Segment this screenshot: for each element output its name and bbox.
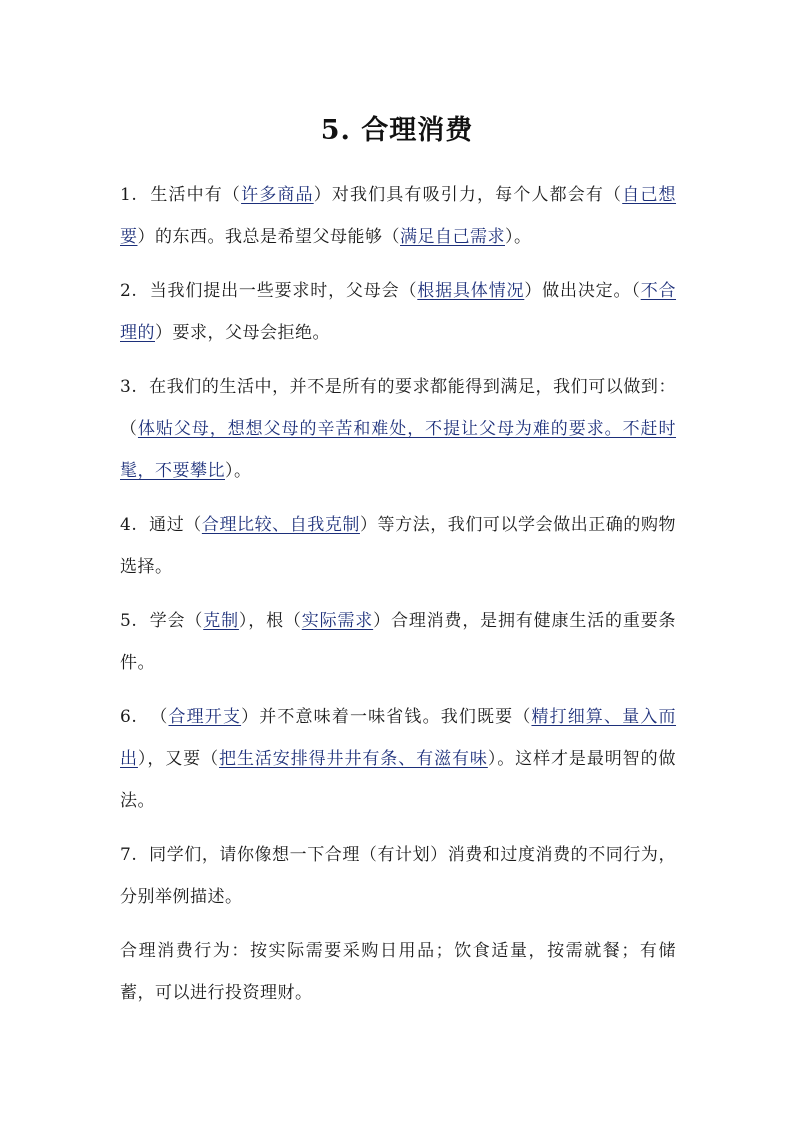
answer-blank: 不合理的 xyxy=(120,281,677,343)
answer-paragraph xyxy=(120,930,676,1014)
question-text: ）的东西。我总是希望父母能够（ xyxy=(137,227,400,247)
page-title: 5. 合理消费 xyxy=(320,115,474,146)
question-number: 2. xyxy=(120,281,138,301)
question-number: 1. xyxy=(120,185,138,205)
answer-blank: 把生活安排得井井有条、有滋有味 xyxy=(219,749,488,769)
question-item xyxy=(120,696,676,822)
question-item xyxy=(120,504,676,588)
question-text: ），又要（ xyxy=(137,749,220,769)
question-text: ）。 xyxy=(505,227,532,247)
question-item xyxy=(120,270,676,354)
question-text: ）对我们具有吸引力，每个人都会有（ xyxy=(313,185,623,205)
question-number: 4. xyxy=(120,515,138,535)
answer-blank: 合理比较、自我克制 xyxy=(201,515,360,535)
question-text: ）等方法，我们可以学会做出正确的购物选择。 xyxy=(120,515,677,577)
question-item xyxy=(120,834,676,918)
question-number: 3. xyxy=(120,377,138,397)
question-text: ）合理消费，是拥有健康生活的重要条件。 xyxy=(120,611,677,673)
answer-blank: 根据具体情况 xyxy=(417,281,525,301)
question-text: 在我们的生活中，并不是所有的要求都能得到满足，我们可以做到：（ xyxy=(120,377,676,439)
answer-blank: 精打细算、量入而出 xyxy=(120,707,677,769)
answer-blank: 克制 xyxy=(203,611,239,631)
question-item xyxy=(120,174,676,258)
answer-blank: 许多商品 xyxy=(241,185,314,205)
question-text: 通过（ xyxy=(149,515,202,535)
question-text: 学会（ xyxy=(149,611,204,631)
answer-blank: 满足自己需求 xyxy=(400,227,505,247)
question-text: （ xyxy=(150,707,169,727)
question-list xyxy=(120,174,676,1026)
question-text: 当我们提出一些要求时，父母会（ xyxy=(149,281,418,301)
question-text: ），根（ xyxy=(238,611,302,631)
answer-blank: 体贴父母，想想父母的辛苦和难处，不提让父母为难的要求。不赶时髦，不要攀比 xyxy=(120,419,677,481)
question-text: ）。 xyxy=(225,461,252,481)
question-item xyxy=(120,366,676,492)
answer-blank: 自己想要 xyxy=(120,185,677,247)
question-text: ）做出决定。（ xyxy=(524,281,641,301)
question-number: 7. xyxy=(120,845,138,865)
question-text: 生活中有（ xyxy=(150,185,242,205)
question-text: ）要求，父母会拒绝。 xyxy=(155,323,330,343)
question-text: ）。这样才是最明智的做法。 xyxy=(120,749,677,811)
question-text: 同学们，请你像想一下合理（有计划）消费和过度消费的不同行为，分别举例描述。 xyxy=(120,845,676,907)
question-item xyxy=(120,600,676,684)
question-text: ）并不意味着一味省钱。我们既要（ xyxy=(241,707,532,727)
question-text: 合理消费行为：按实际需要采购日用品；饮食适量，按需就餐；有储蓄，可以进行投资理财。 xyxy=(120,941,676,1003)
answer-blank: 合理开支 xyxy=(168,707,242,727)
question-number: 6. xyxy=(120,707,138,727)
answer-blank: 实际需求 xyxy=(301,611,374,631)
question-number: 5. xyxy=(120,611,138,631)
